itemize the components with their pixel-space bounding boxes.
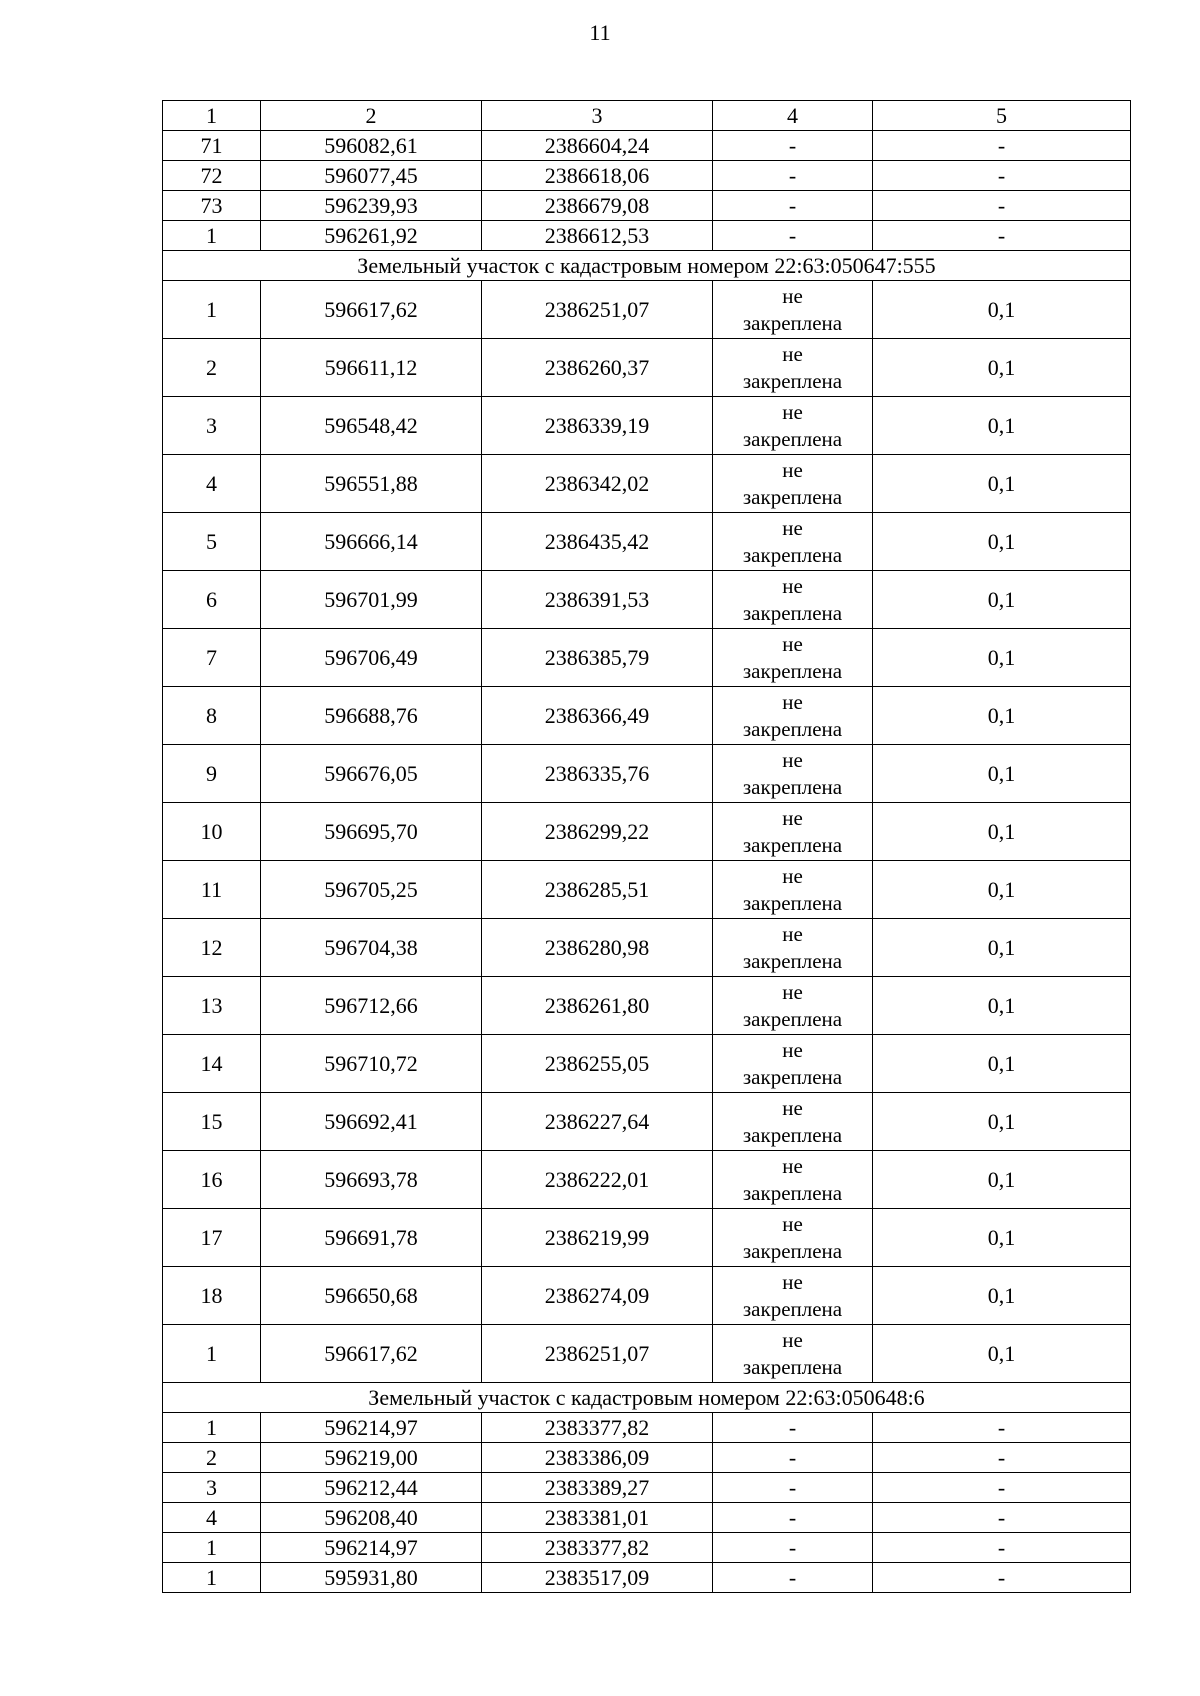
table-row [163,221,1131,251]
x-coordinate-cell: 596548,42 [261,397,482,455]
accuracy-cell: 0,1 [873,687,1131,745]
table-row [163,803,1131,861]
accuracy-cell: 0,1 [873,1151,1131,1209]
accuracy-cell: 0,1 [873,629,1131,687]
fixing-method-line1: не [782,921,803,946]
point-number-cell: 15 [163,1093,261,1151]
accuracy-cell: - [873,191,1131,221]
fixing-method-cell: - [713,221,873,251]
accuracy-cell: - [873,1473,1131,1503]
accuracy-cell: - [873,131,1131,161]
section-title: Земельный участок с кадастровым номером 22:63:050647:555 [163,251,1131,281]
fixing-method-line2: закреплена [742,542,843,567]
point-number-cell: 8 [163,687,261,745]
table-row [163,1443,1131,1473]
table-row [163,1151,1131,1209]
x-coordinate-cell: 596704,38 [261,919,482,977]
x-coordinate-cell: 596710,72 [261,1035,482,1093]
table-row [163,161,1131,191]
fixing-method-line2: закреплена [742,426,843,451]
fixing-method-line2: закреплена [742,1006,843,1031]
fixing-method-line1: не [782,689,803,714]
point-number-cell: 14 [163,1035,261,1093]
x-coordinate-cell: 596239,93 [261,191,482,221]
y-coordinate-cell: 2386299,22 [482,803,713,861]
accuracy-cell: - [873,1413,1131,1443]
fixing-method-cell [713,339,873,397]
fixing-method-line2: закреплена [742,832,843,857]
fixing-method-cell [713,745,873,803]
y-coordinate-cell: 2386261,80 [482,977,713,1035]
x-coordinate-cell: 596077,45 [261,161,482,191]
column-number-cell: 4 [713,101,873,131]
table-row [163,455,1131,513]
y-coordinate-cell: 2383381,01 [482,1503,713,1533]
y-coordinate-cell: 2383389,27 [482,1473,713,1503]
point-number-cell: 2 [163,1443,261,1473]
y-coordinate-cell: 2386251,07 [482,1325,713,1383]
y-coordinate-cell: 2386391,53 [482,571,713,629]
x-coordinate-cell: 596617,62 [261,1325,482,1383]
point-number-cell: 1 [163,1563,261,1593]
x-coordinate-cell: 596676,05 [261,745,482,803]
fixing-method-line2: закреплена [742,1064,843,1089]
point-number-cell: 9 [163,745,261,803]
accuracy-cell: - [873,221,1131,251]
x-coordinate-cell: 596695,70 [261,803,482,861]
fixing-method-cell [713,687,873,745]
point-number-cell: 16 [163,1151,261,1209]
point-number-cell: 10 [163,803,261,861]
point-number-cell: 5 [163,513,261,571]
fixing-method-cell [713,1267,873,1325]
fixing-method-line1: не [782,805,803,830]
point-number-cell: 6 [163,571,261,629]
table-row [163,339,1131,397]
fixing-method-line1: не [782,1037,803,1062]
coordinates-table [162,100,1131,1593]
point-number-cell: 72 [163,161,261,191]
table-row [163,513,1131,571]
fixing-method-line1: не [782,863,803,888]
fixing-method-line1: не [782,515,803,540]
fixing-method-cell [713,1093,873,1151]
fixing-method-cell [713,861,873,919]
fixing-method-line2: закреплена [742,1296,843,1321]
y-coordinate-cell: 2386255,05 [482,1035,713,1093]
table-row [163,977,1131,1035]
fixing-method-cell: - [713,1443,873,1473]
fixing-method-cell: - [713,1563,873,1593]
fixing-method-line1: не [782,573,803,598]
fixing-method-line1: не [782,631,803,656]
table-row [163,1035,1131,1093]
x-coordinate-cell: 596706,49 [261,629,482,687]
accuracy-cell: 0,1 [873,1035,1131,1093]
coordinates-table-body [163,101,1131,1593]
table-row [163,131,1131,161]
fixing-method-cell [713,513,873,571]
accuracy-cell: 0,1 [873,339,1131,397]
table-row [163,1563,1131,1593]
point-number-cell: 2 [163,339,261,397]
x-coordinate-cell: 595931,80 [261,1563,482,1593]
fixing-method-line2: закреплена [742,310,843,335]
x-coordinate-cell: 596219,00 [261,1443,482,1473]
fixing-method-line1: не [782,1211,803,1236]
section-title-row [163,1383,1131,1413]
fixing-method-cell: - [713,1413,873,1443]
point-number-cell: 18 [163,1267,261,1325]
table-row [163,1325,1131,1383]
fixing-method-line1: не [782,457,803,482]
table-row [163,571,1131,629]
accuracy-cell: - [873,1563,1131,1593]
x-coordinate-cell: 596082,61 [261,131,482,161]
fixing-method-line1: не [782,1153,803,1178]
point-number-cell: 13 [163,977,261,1035]
fixing-method-cell: - [713,1503,873,1533]
y-coordinate-cell: 2383377,82 [482,1413,713,1443]
point-number-cell: 71 [163,131,261,161]
accuracy-cell: 0,1 [873,977,1131,1035]
fixing-method-cell: - [713,1533,873,1563]
fixing-method-cell: - [713,131,873,161]
accuracy-cell: 0,1 [873,455,1131,513]
fixing-method-line2: закреплена [742,716,843,741]
fixing-method-line1: не [782,979,803,1004]
fixing-method-line2: закреплена [742,1354,843,1379]
fixing-method-cell [713,1209,873,1267]
point-number-cell: 1 [163,1533,261,1563]
column-number-row [163,101,1131,131]
table-row [163,919,1131,977]
accuracy-cell: 0,1 [873,745,1131,803]
fixing-method-line2: закреплена [742,1238,843,1263]
fixing-method-cell [713,629,873,687]
x-coordinate-cell: 596701,99 [261,571,482,629]
x-coordinate-cell: 596212,44 [261,1473,482,1503]
table-row [163,1473,1131,1503]
y-coordinate-cell: 2386339,19 [482,397,713,455]
x-coordinate-cell: 596650,68 [261,1267,482,1325]
x-coordinate-cell: 596261,92 [261,221,482,251]
table-row [163,745,1131,803]
accuracy-cell: - [873,1443,1131,1473]
x-coordinate-cell: 596693,78 [261,1151,482,1209]
table-row [163,281,1131,339]
table-row [163,1209,1131,1267]
y-coordinate-cell: 2386227,64 [482,1093,713,1151]
accuracy-cell: 0,1 [873,1325,1131,1383]
point-number-cell: 7 [163,629,261,687]
table-row [163,1267,1131,1325]
section-title: Земельный участок с кадастровым номером 22:63:050648:6 [163,1383,1131,1413]
fixing-method-line1: не [782,1327,803,1352]
fixing-method-cell [713,455,873,513]
fixing-method-line1: не [782,747,803,772]
y-coordinate-cell: 2386612,53 [482,221,713,251]
y-coordinate-cell: 2386435,42 [482,513,713,571]
y-coordinate-cell: 2386285,51 [482,861,713,919]
fixing-method-cell [713,571,873,629]
fixing-method-line2: закреплена [742,890,843,915]
fixing-method-line2: закреплена [742,1180,843,1205]
y-coordinate-cell: 2383377,82 [482,1533,713,1563]
table-row [163,1533,1131,1563]
accuracy-cell: 0,1 [873,861,1131,919]
fixing-method-cell [713,919,873,977]
fixing-method-line2: закреплена [742,1122,843,1147]
point-number-cell: 4 [163,1503,261,1533]
y-coordinate-cell: 2386260,37 [482,339,713,397]
x-coordinate-cell: 596611,12 [261,339,482,397]
section-title-row [163,251,1131,281]
y-coordinate-cell: 2386342,02 [482,455,713,513]
y-coordinate-cell: 2386274,09 [482,1267,713,1325]
point-number-cell: 11 [163,861,261,919]
point-number-cell: 3 [163,1473,261,1503]
column-number-cell: 3 [482,101,713,131]
fixing-method-line1: не [782,399,803,424]
fixing-method-line1: не [782,1269,803,1294]
fixing-method-cell [713,977,873,1035]
fixing-method-line2: закреплена [742,484,843,509]
table-row [163,397,1131,455]
x-coordinate-cell: 596208,40 [261,1503,482,1533]
table-row [163,1093,1131,1151]
x-coordinate-cell: 596214,97 [261,1413,482,1443]
point-number-cell: 3 [163,397,261,455]
fixing-method-cell: - [713,1473,873,1503]
x-coordinate-cell: 596705,25 [261,861,482,919]
fixing-method-cell [713,803,873,861]
x-coordinate-cell: 596692,41 [261,1093,482,1151]
y-coordinate-cell: 2383386,09 [482,1443,713,1473]
fixing-method-line2: закреплена [742,368,843,393]
point-number-cell: 73 [163,191,261,221]
fixing-method-line1: не [782,341,803,366]
fixing-method-cell [713,281,873,339]
point-number-cell: 12 [163,919,261,977]
column-number-cell: 2 [261,101,482,131]
y-coordinate-cell: 2386280,98 [482,919,713,977]
table-row [163,861,1131,919]
column-number-cell: 1 [163,101,261,131]
accuracy-cell: - [873,1503,1131,1533]
fixing-method-line2: закреплена [742,658,843,683]
point-number-cell: 17 [163,1209,261,1267]
y-coordinate-cell: 2386385,79 [482,629,713,687]
table-row [163,629,1131,687]
point-number-cell: 1 [163,281,261,339]
x-coordinate-cell: 596712,66 [261,977,482,1035]
x-coordinate-cell: 596617,62 [261,281,482,339]
y-coordinate-cell: 2386604,24 [482,131,713,161]
page-number: 11 [589,20,611,45]
y-coordinate-cell: 2386251,07 [482,281,713,339]
table-row [163,191,1131,221]
point-number-cell: 1 [163,1325,261,1383]
accuracy-cell: 0,1 [873,919,1131,977]
accuracy-cell: - [873,1533,1131,1563]
x-coordinate-cell: 596691,78 [261,1209,482,1267]
fixing-method-cell [713,397,873,455]
table-row [163,1413,1131,1443]
fixing-method-cell [713,1151,873,1209]
accuracy-cell: 0,1 [873,397,1131,455]
accuracy-cell: 0,1 [873,513,1131,571]
fixing-method-line1: не [782,283,803,308]
table-row [163,1503,1131,1533]
x-coordinate-cell: 596688,76 [261,687,482,745]
y-coordinate-cell: 2386335,76 [482,745,713,803]
accuracy-cell: 0,1 [873,1209,1131,1267]
fixing-method-line1: не [782,1095,803,1120]
point-number-cell: 4 [163,455,261,513]
accuracy-cell: 0,1 [873,571,1131,629]
fixing-method-line2: закреплена [742,948,843,973]
y-coordinate-cell: 2383517,09 [482,1563,713,1593]
y-coordinate-cell: 2386679,08 [482,191,713,221]
y-coordinate-cell: 2386366,49 [482,687,713,745]
fixing-method-cell [713,1035,873,1093]
fixing-method-line2: закреплена [742,600,843,625]
accuracy-cell: 0,1 [873,281,1131,339]
fixing-method-line2: закреплена [742,774,843,799]
x-coordinate-cell: 596551,88 [261,455,482,513]
fixing-method-cell [713,1325,873,1383]
accuracy-cell: 0,1 [873,803,1131,861]
accuracy-cell: - [873,161,1131,191]
y-coordinate-cell: 2386618,06 [482,161,713,191]
x-coordinate-cell: 596666,14 [261,513,482,571]
accuracy-cell: 0,1 [873,1267,1131,1325]
point-number-cell: 1 [163,221,261,251]
column-number-cell: 5 [873,101,1131,131]
fixing-method-cell: - [713,161,873,191]
y-coordinate-cell: 2386222,01 [482,1151,713,1209]
point-number-cell: 1 [163,1413,261,1443]
fixing-method-cell: - [713,191,873,221]
accuracy-cell: 0,1 [873,1093,1131,1151]
x-coordinate-cell: 596214,97 [261,1533,482,1563]
table-row [163,687,1131,745]
y-coordinate-cell: 2386219,99 [482,1209,713,1267]
